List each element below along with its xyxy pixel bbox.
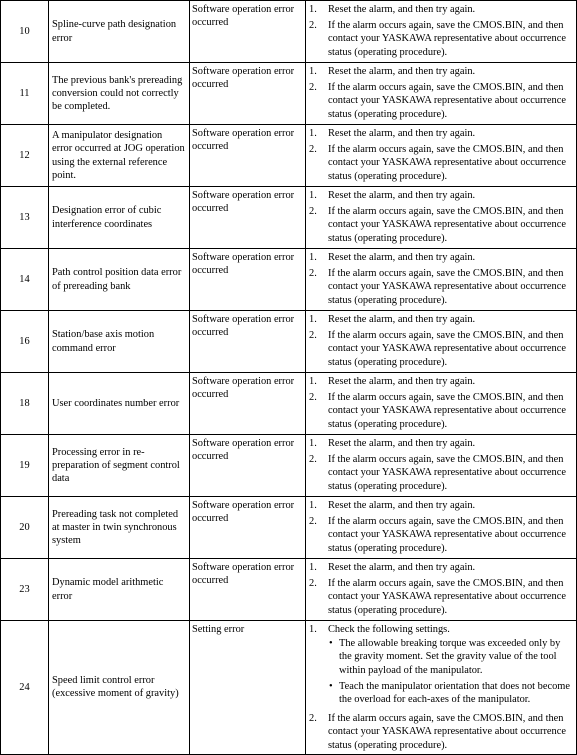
- alarm-description: Processing error in re-preparation of segment control data: [49, 435, 190, 497]
- table-row: [1, 1, 577, 63]
- step-number: 1.: [309, 624, 317, 635]
- remedy-step: [309, 499, 572, 512]
- step-text: If the alarm occurs again, save the CMOS.BIN, and then contact your YASKAWA representative about occurrence status (operating procedure).: [328, 268, 566, 306]
- step-number: 1.: [309, 438, 317, 449]
- step-text: Reset the alarm, and then try again.: [328, 190, 476, 201]
- alarm-description: Speed limit control error (excessive moment of gravity): [49, 621, 190, 755]
- alarm-description: User coordinates number error: [49, 373, 190, 435]
- step-text: Reset the alarm, and then try again.: [328, 314, 476, 325]
- alarm-subcode: 19: [1, 435, 49, 497]
- step-text: If the alarm occurs again, save the CMOS.BIN, and then contact your YASKAWA representative about occurrence status (operating procedure).: [328, 578, 566, 616]
- remedy-step: [309, 189, 572, 202]
- remedy-step: [309, 143, 572, 183]
- alarm-remedy: [306, 125, 577, 187]
- step-body: [328, 623, 572, 709]
- step-text: If the alarm occurs again, save the CMOS.BIN, and then contact your YASKAWA representative about occurrence status (operating procedure).: [328, 392, 566, 430]
- remedy-step: [309, 251, 572, 264]
- remedy-step: [309, 205, 572, 245]
- remedy-step: [309, 391, 572, 431]
- table-row: [1, 373, 577, 435]
- alarm-subcode: 10: [1, 1, 49, 63]
- remedy-step: [309, 453, 572, 493]
- alarm-description: Station/base axis motion command error: [49, 311, 190, 373]
- check-item-text: Teach the manipulator orientation that does not become the overload for each-axes of the manipulator.: [339, 680, 570, 706]
- step-number: 1.: [309, 128, 317, 139]
- step-number: 2.: [309, 713, 317, 725]
- step-number: 2.: [309, 454, 317, 466]
- alarm-subcode: 13: [1, 187, 49, 249]
- remedy-step: [309, 623, 572, 709]
- alarm-subcode: 12: [1, 125, 49, 187]
- alarm-subcode: 18: [1, 373, 49, 435]
- step-text: If the alarm occurs again, save the CMOS.BIN, and then contact your YASKAWA representative about occurrence status (operating procedure).: [328, 330, 566, 368]
- remedy-step: [309, 712, 572, 752]
- alarm-subcode: 24: [1, 621, 49, 755]
- alarm-remedy: [306, 187, 577, 249]
- remedy-step: [309, 515, 572, 555]
- remedy-step: [309, 577, 572, 617]
- check-item-text: The allowable breaking torque was exceeded only by the gravity moment. Set the gravity value of the tool within payload of the manipulator.: [339, 638, 561, 676]
- alarm-cause: Software operation error occurred: [190, 373, 306, 435]
- remedy-step: [309, 437, 572, 450]
- alarm-description: Designation error of cubic interference coordinates: [49, 187, 190, 249]
- step-text: If the alarm occurs again, save the CMOS.BIN, and then contact your YASKAWA representative about occurrence status (operating procedure).: [328, 206, 566, 244]
- alarm-subcode: 16: [1, 311, 49, 373]
- alarm-subcode: 11: [1, 63, 49, 125]
- remedy-step: [309, 127, 572, 140]
- remedy-step: [309, 313, 572, 326]
- alarm-description: The previous bank's prereading conversion could not correctly be completed.: [49, 63, 190, 125]
- bullet-glyph: •: [329, 638, 333, 650]
- step-text: If the alarm occurs again, save the CMOS.BIN, and then contact your YASKAWA representative about occurrence status (operating procedure).: [328, 454, 566, 492]
- table-row: [1, 63, 577, 125]
- step-number: 2.: [309, 20, 317, 32]
- check-item: [328, 680, 572, 706]
- alarm-cause: Software operation error occurred: [190, 249, 306, 311]
- remedy-step: [309, 267, 572, 307]
- bullet-glyph: •: [329, 680, 333, 692]
- alarm-cause: Software operation error occurred: [190, 187, 306, 249]
- table-row: [1, 621, 577, 755]
- alarm-remedy: [306, 311, 577, 373]
- alarm-cause: Setting error: [190, 621, 306, 755]
- alarm-description: Dynamic model arithmetic error: [49, 559, 190, 621]
- step-number: 2.: [309, 144, 317, 156]
- remedy-step: [309, 375, 572, 388]
- step-text: If the alarm occurs again, save the CMOS.BIN, and then contact your YASKAWA representative about occurrence status (operating procedure).: [328, 20, 566, 58]
- step-text: Reset the alarm, and then try again.: [328, 438, 476, 449]
- table-row: [1, 497, 577, 559]
- remedy-step: [309, 81, 572, 121]
- step-number: 2.: [309, 392, 317, 404]
- step-number: 2.: [309, 578, 317, 590]
- remedy-step: [309, 329, 572, 369]
- alarm-remedy: [306, 63, 577, 125]
- step-text: Reset the alarm, and then try again.: [328, 252, 476, 263]
- remedy-step: [309, 65, 572, 78]
- step-text: If the alarm occurs again, save the CMOS.BIN, and then contact your YASKAWA representative about occurrence status (operating procedure).: [328, 144, 566, 182]
- alarm-description: A manipulator designation error occurred at JOG operation using the external reference point.: [49, 125, 190, 187]
- step-text: Check the following settings.: [328, 624, 450, 635]
- table-row: [1, 187, 577, 249]
- table-row: [1, 249, 577, 311]
- step-text: Reset the alarm, and then try again.: [328, 4, 476, 15]
- step-number: 2.: [309, 206, 317, 218]
- step-number: 2.: [309, 268, 317, 280]
- step-number: 1.: [309, 190, 317, 201]
- step-number: 1.: [309, 66, 317, 77]
- alarm-remedy: [306, 1, 577, 63]
- alarm-cause: Software operation error occurred: [190, 435, 306, 497]
- check-item: [328, 637, 572, 677]
- alarm-table-body: [1, 1, 577, 755]
- step-number: 2.: [309, 82, 317, 94]
- table-row: [1, 435, 577, 497]
- alarm-subcode: 20: [1, 497, 49, 559]
- step-text: Reset the alarm, and then try again.: [328, 500, 476, 511]
- alarm-remedy: [306, 373, 577, 435]
- step-text: Reset the alarm, and then try again.: [328, 562, 476, 573]
- alarm-remedy: [306, 249, 577, 311]
- alarm-description: Prereading task not completed at master in twin synchronous system: [49, 497, 190, 559]
- alarm-subcode: 23: [1, 559, 49, 621]
- step-number: 1.: [309, 252, 317, 263]
- step-number: 1.: [309, 376, 317, 387]
- alarm-cause: Software operation error occurred: [190, 559, 306, 621]
- alarm-cause: Software operation error occurred: [190, 497, 306, 559]
- step-text: If the alarm occurs again, save the CMOS.BIN, and then contact your YASKAWA representative about occurrence status (operating procedure).: [328, 713, 566, 751]
- step-number: 1.: [309, 562, 317, 573]
- alarm-cause: Software operation error occurred: [190, 311, 306, 373]
- step-number: 2.: [309, 330, 317, 342]
- alarm-remedy: [306, 621, 577, 755]
- alarm-remedy: [306, 497, 577, 559]
- alarm-description: Spline-curve path designation error: [49, 1, 190, 63]
- step-text: Reset the alarm, and then try again.: [328, 128, 476, 139]
- alarm-cause: Software operation error occurred: [190, 1, 306, 63]
- alarm-remedy: [306, 435, 577, 497]
- remedy-step: [309, 561, 572, 574]
- step-text: If the alarm occurs again, save the CMOS.BIN, and then contact your YASKAWA representative about occurrence status (operating procedure).: [328, 82, 566, 120]
- alarm-cause: Software operation error occurred: [190, 125, 306, 187]
- step-number: 1.: [309, 314, 317, 325]
- step-number: 1.: [309, 500, 317, 511]
- remedy-step: [309, 3, 572, 16]
- table-row: [1, 559, 577, 621]
- table-row: [1, 125, 577, 187]
- step-text: Reset the alarm, and then try again.: [328, 66, 476, 77]
- remedy-step: [309, 19, 572, 59]
- step-number: 2.: [309, 516, 317, 528]
- alarm-remedy: [306, 559, 577, 621]
- alarm-description: Path control position data error of prereading bank: [49, 249, 190, 311]
- alarm-cause: Software operation error occurred: [190, 63, 306, 125]
- step-text: If the alarm occurs again, save the CMOS.BIN, and then contact your YASKAWA representative about occurrence status (operating procedure).: [328, 516, 566, 554]
- step-text: Reset the alarm, and then try again.: [328, 376, 476, 387]
- table-row: [1, 311, 577, 373]
- step-number: 1.: [309, 4, 317, 15]
- alarm-subcode: 14: [1, 249, 49, 311]
